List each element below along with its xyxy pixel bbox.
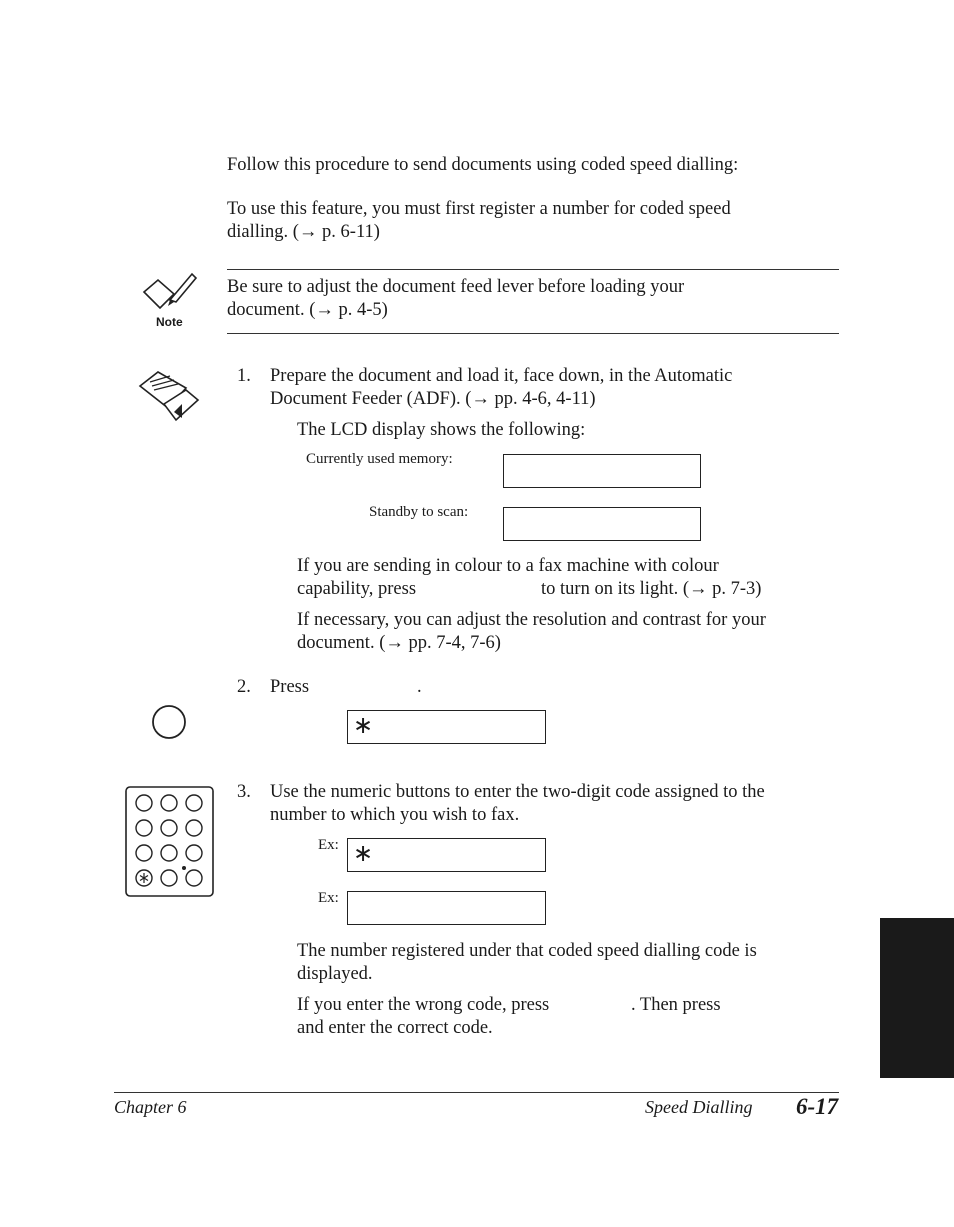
intro-requirement-ref: dialling. (→ p. 6-11) (227, 222, 380, 242)
intro-text: Follow this procedure to send documents using coded speed dialling: (227, 155, 739, 175)
colour-text-1: If you are sending in colour to a fax machine with colour (297, 556, 719, 576)
document-icon (136, 368, 202, 424)
lcd-standby-label: Standby to scan: (369, 504, 469, 520)
step-2-number: 2. (237, 677, 251, 697)
wrong-code-text-1a: If you enter the wrong code, press (297, 995, 550, 1015)
step-2-period: . (417, 677, 422, 697)
lcd-display-standby (503, 507, 701, 541)
lcd-display-example-2 (347, 891, 546, 925)
step-1-number: 1. (237, 366, 251, 386)
step-1-text-1: Prepare the document and load it, face down, in the Automatic (270, 366, 733, 386)
lcd-memory-label: Currently used memory: (306, 451, 453, 467)
step-3-text-2: number to which you wish to fax. (270, 805, 520, 825)
adjust-text-2: document. (→ pp. 7-4, 7-6) (297, 633, 501, 653)
lcd-display-step2 (347, 710, 546, 744)
lcd-display-memory (503, 454, 701, 488)
lcd-intro: The LCD display shows the following: (297, 420, 586, 440)
step-1-text-2: Document Feeder (ADF). (→ pp. 4-6, 4-11) (270, 389, 596, 409)
step-2-press: Press (270, 677, 310, 697)
example-2-label: Ex: (318, 890, 339, 906)
footer-rule (114, 1092, 839, 1093)
adjust-text-1: If necessary, you can adjust the resolution and contrast for your (297, 610, 766, 630)
example-1-label: Ex: (318, 837, 339, 853)
step-3-number: 3. (237, 782, 251, 802)
note-text-1: Be sure to adjust the document feed lever before loading your (227, 277, 685, 297)
lcd-display-example-1 (347, 838, 546, 872)
result-text-2: displayed. (297, 964, 373, 984)
step-3-text-1: Use the numeric buttons to enter the two-digit code assigned to the (270, 782, 765, 802)
wrong-code-text-2: and enter the correct code. (297, 1018, 493, 1038)
intro-requirement: To use this feature, you must first register a number for coded speed (227, 199, 731, 219)
chapter-tab (880, 918, 954, 1078)
colour-text-2a: capability, press (297, 579, 417, 599)
note-top-rule (227, 269, 839, 270)
footer-chapter: Chapter 6 (114, 1097, 187, 1117)
numeric-keypad-icon (125, 786, 214, 897)
lcd-asterisk: ∗ (353, 711, 374, 739)
wrong-code-text-1b: . Then press (631, 995, 721, 1015)
note-text-2: document. (→ p. 4-5) (227, 300, 388, 320)
footer-section: Speed Dialling (645, 1097, 753, 1117)
result-text-1: The number registered under that coded speed dialling code is (297, 941, 757, 961)
round-button-icon (151, 704, 187, 740)
note-bottom-rule (227, 333, 839, 334)
colour-text-2b: to turn on its light. (→ p. 7-3) (541, 579, 762, 599)
page-number: 6-17 (796, 1094, 839, 1119)
note-label: Note (156, 315, 183, 329)
lcd-asterisk: ∗ (353, 839, 374, 867)
